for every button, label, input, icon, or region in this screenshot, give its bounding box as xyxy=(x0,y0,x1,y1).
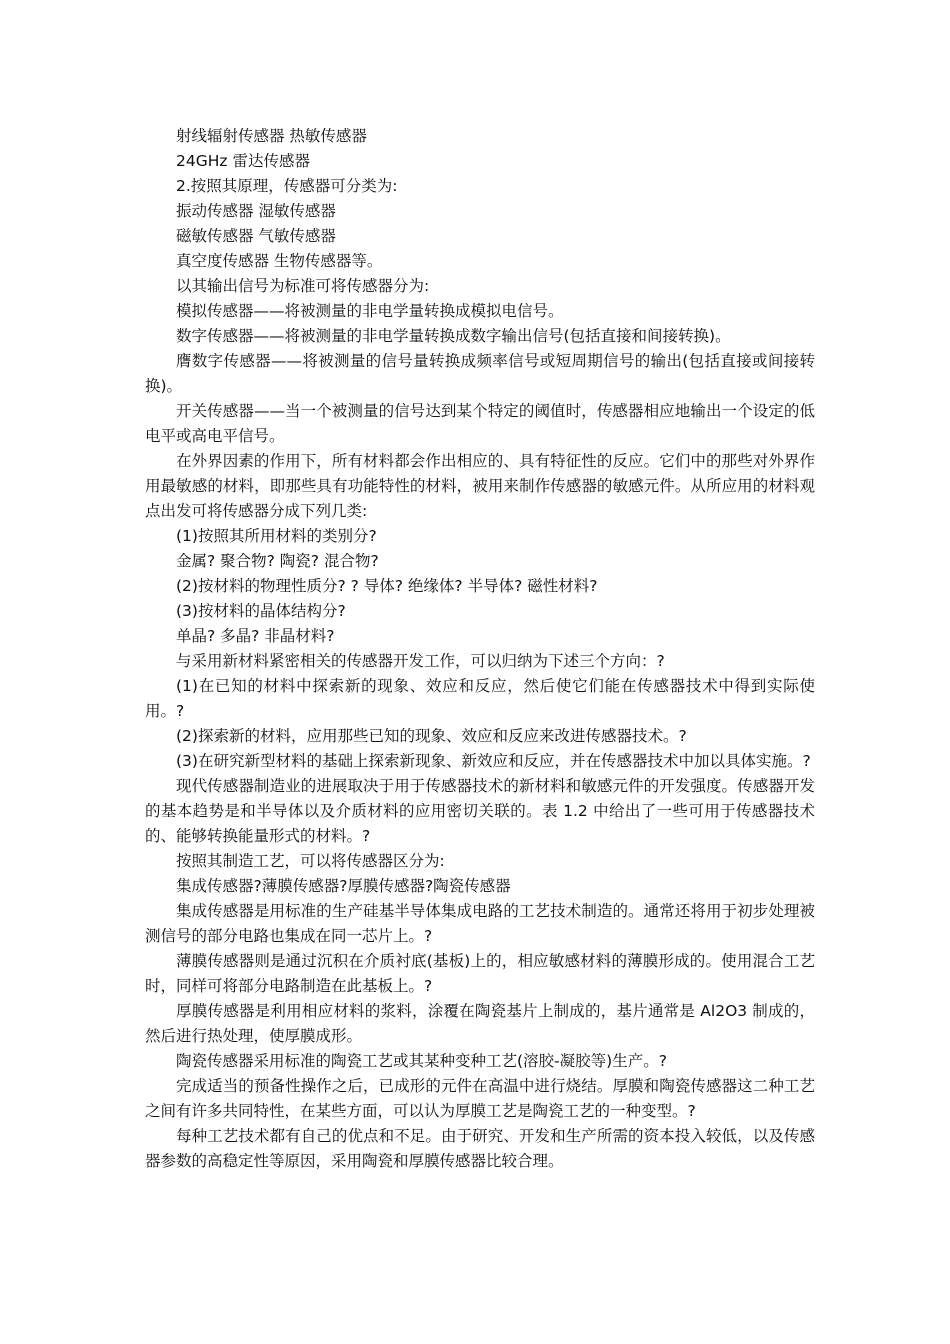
paragraph: 开关传感器——当一个被测量的信号达到某个特定的阈值时，传感器相应地输出一个设定的低电平或高电平信号。 xyxy=(145,402,815,445)
paragraph: 集成传感器是用标准的生产硅基半导体集成电路的工艺技术制造的。通常还将用于初步处理被测信号的部分电路也集成在同一芯片上。? xyxy=(145,902,815,945)
paragraph: 在外界因素的作用下，所有材料都会作出相应的、具有特征性的反应。它们中的那些对外界作用最敏感的材料，即那些具有功能特性的材料，被用来制作传感器的敏感元件。从所应用的材料观点出发可将传感器分成下列几类: xyxy=(145,452,815,520)
paragraph: 磁敏传感器 气敏传感器 xyxy=(176,227,336,245)
paragraph: 陶瓷传感器采用标准的陶瓷工艺或其某种变种工艺(溶胶-凝胶等)生产。? xyxy=(176,1052,667,1070)
paragraph: 膺数字传感器——将被测量的信号量转换成频率信号或短周期信号的输出(包括直接或间接转换)。 xyxy=(145,352,815,395)
paragraph: (2)按材料的物理性质分? ? 导体? 绝缘体? 半导体? 磁性材料? xyxy=(176,577,598,595)
paragraph: 金属? 聚合物? 陶瓷? 混合物? xyxy=(176,552,379,570)
paragraph: 每种工艺技术都有自己的优点和不足。由于研究、开发和生产所需的资本投入较低，以及传感器参数的高稳定性等原因，采用陶瓷和厚膜传感器比较合理。 xyxy=(145,1127,815,1170)
paragraph: 模拟传感器——将被测量的非电学量转换成模拟电信号。 xyxy=(176,302,564,320)
paragraph: 薄膜传感器则是通过沉积在介质衬底(基板)上的，相应敏感材料的薄膜形成的。使用混合工艺时，同样可将部分电路制造在此基板上。? xyxy=(145,952,815,995)
paragraph: 现代传感器制造业的进展取决于用于传感器技术的新材料和敏感元件的开发强度。传感器开发的基本趋势是和半导体以及介质材料的应用密切关联的。表 1.2 中给出了一些可用于传感器技术的、能够转换能量形式的材料。? xyxy=(145,777,815,845)
paragraph: 24GHz 雷达传感器 xyxy=(176,152,310,170)
paragraph: 真空度传感器 生物传感器等。 xyxy=(176,252,383,270)
paragraph: 单晶? 多晶? 非晶材料? xyxy=(176,627,335,645)
paragraph: 数字传感器——将被测量的非电学量转换成数字输出信号(包括直接和间接转换)。 xyxy=(176,327,731,345)
paragraph: 以其输出信号为标准可将传感器分为: xyxy=(176,277,430,295)
paragraph: 按照其制造工艺，可以将传感器区分为: xyxy=(176,852,445,870)
paragraph: (3)按材料的晶体结构分? xyxy=(176,602,346,620)
paragraph: 集成传感器?薄膜传感器?厚膜传感器?陶瓷传感器 xyxy=(176,877,511,895)
paragraph: 振动传感器 湿敏传感器 xyxy=(176,202,336,220)
document-body xyxy=(145,124,815,1174)
paragraph: (2)探索新的材料，应用那些已知的现象、效应和反应来改进传感器技术。? xyxy=(176,727,687,745)
paragraph: (3)在研究新型材料的基础上探索新现象、新效应和反应，并在传感器技术中加以具体实施。? xyxy=(176,752,811,770)
paragraph: 与采用新材料紧密相关的传感器开发工作，可以归纳为下述三个方向：? xyxy=(176,652,665,670)
paragraph: 厚膜传感器是利用相应材料的浆料，涂覆在陶瓷基片上制成的，基片通常是 Al2O3 制成的，然后进行热处理，使厚膜成形。 xyxy=(145,1002,815,1045)
paragraph: 射线辐射传感器 热敏传感器 xyxy=(176,127,367,145)
paragraph: 完成适当的预备性操作之后，已成形的元件在高温中进行烧结。厚膜和陶瓷传感器这二种工艺之间有许多共同特性，在某些方面，可以认为厚膜工艺是陶瓷工艺的一种变型。? xyxy=(145,1077,815,1120)
paragraph: (1)按照其所用材料的类别分? xyxy=(176,527,377,545)
paragraph: 2.按照其原理，传感器可分类为: xyxy=(176,177,398,195)
paragraph: (1)在已知的材料中探索新的现象、效应和反应，然后使它们能在传感器技术中得到实际使用。? xyxy=(145,677,815,720)
